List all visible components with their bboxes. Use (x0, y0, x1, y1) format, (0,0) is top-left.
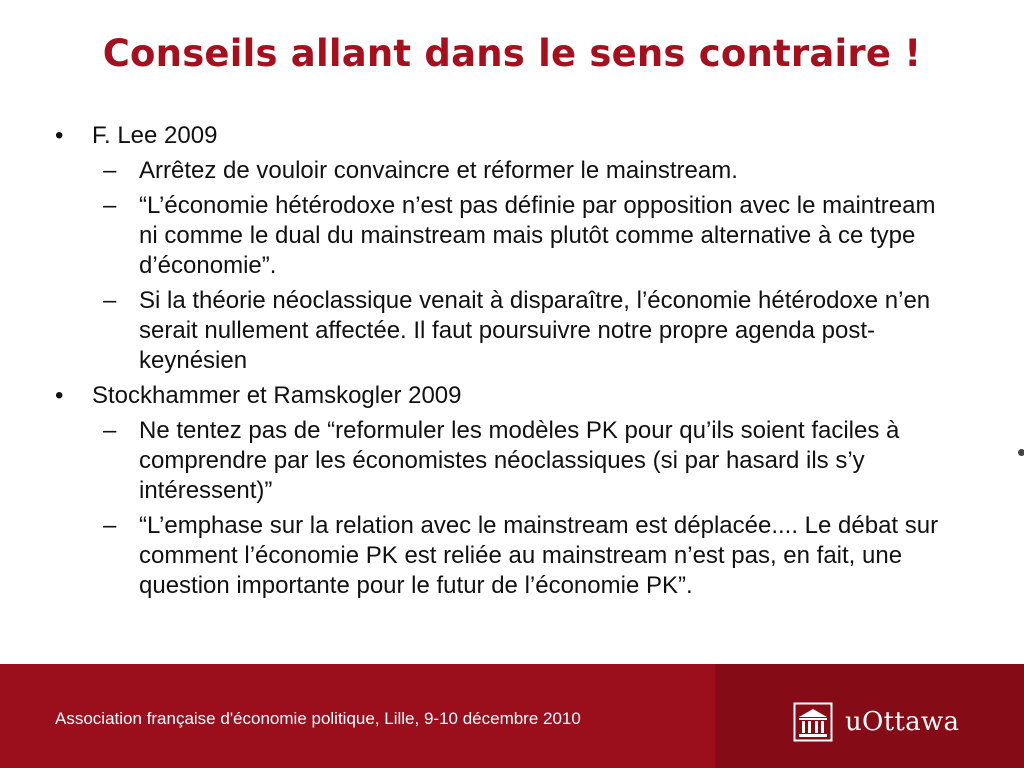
sub-bullet-text: “L’économie hétérodoxe n’est pas définie par opposition avec le maintream ni comme le dual du mainstream mais plutôt comme alternative à ce type d’économie”. (139, 192, 936, 279)
dash-marker: – (103, 157, 117, 184)
sub-bullet-item (55, 286, 955, 376)
dash-marker: – (103, 417, 117, 444)
sub-bullet-text: “L’emphase sur la relation avec le mainstream est déplacée.... Le débat sur comment l’économie PK est reliée au mainstream n’est pas, en fait, une question importante pour le futur de l’économie PK”. (139, 512, 939, 599)
university-building-icon (793, 702, 833, 742)
sub-bullet-item (55, 416, 955, 506)
slide-content (55, 121, 955, 606)
dash-marker: – (103, 287, 117, 314)
logo-text: uOttawa (845, 707, 960, 737)
sub-bullet-item (55, 191, 955, 281)
bullet-text: Stockhammer et Ramskogler 2009 (92, 382, 462, 409)
bullet-item (55, 381, 955, 411)
dash-marker: – (103, 512, 117, 539)
slide-footer (0, 664, 1024, 768)
bullet-marker: • (55, 382, 64, 409)
footer-logo-panel (715, 664, 1024, 768)
bullet-item (55, 121, 955, 151)
sub-bullet-text: Si la théorie néoclassique venait à disparaître, l’économie hétérodoxe n’en serait nullement affectée. Il faut poursuivre notre propre agenda post-keynésien (139, 287, 931, 374)
sub-bullet-text: Arrêtez de vouloir convaincre et réformer le mainstream. (139, 157, 738, 184)
slide-title: Conseils allant dans le sens contraire ! (102, 32, 922, 75)
uottawa-logo (793, 702, 959, 742)
dash-marker: – (103, 192, 117, 219)
sub-bullet-item (55, 511, 955, 601)
sub-bullet-text: Ne tentez pas de “reformuler les modèles PK pour qu’ils soient faciles à comprendre par les économistes néoclassiques (si par hasard ils s’y intéressent)” (139, 417, 900, 504)
bullet-marker: • (55, 122, 64, 149)
sub-bullet-item (55, 156, 955, 186)
bullet-text: F. Lee 2009 (92, 122, 218, 149)
footer-text: Association française d'économie politique, Lille, 9-10 décembre 2010 (55, 709, 581, 728)
edge-dot-icon (1018, 449, 1024, 456)
